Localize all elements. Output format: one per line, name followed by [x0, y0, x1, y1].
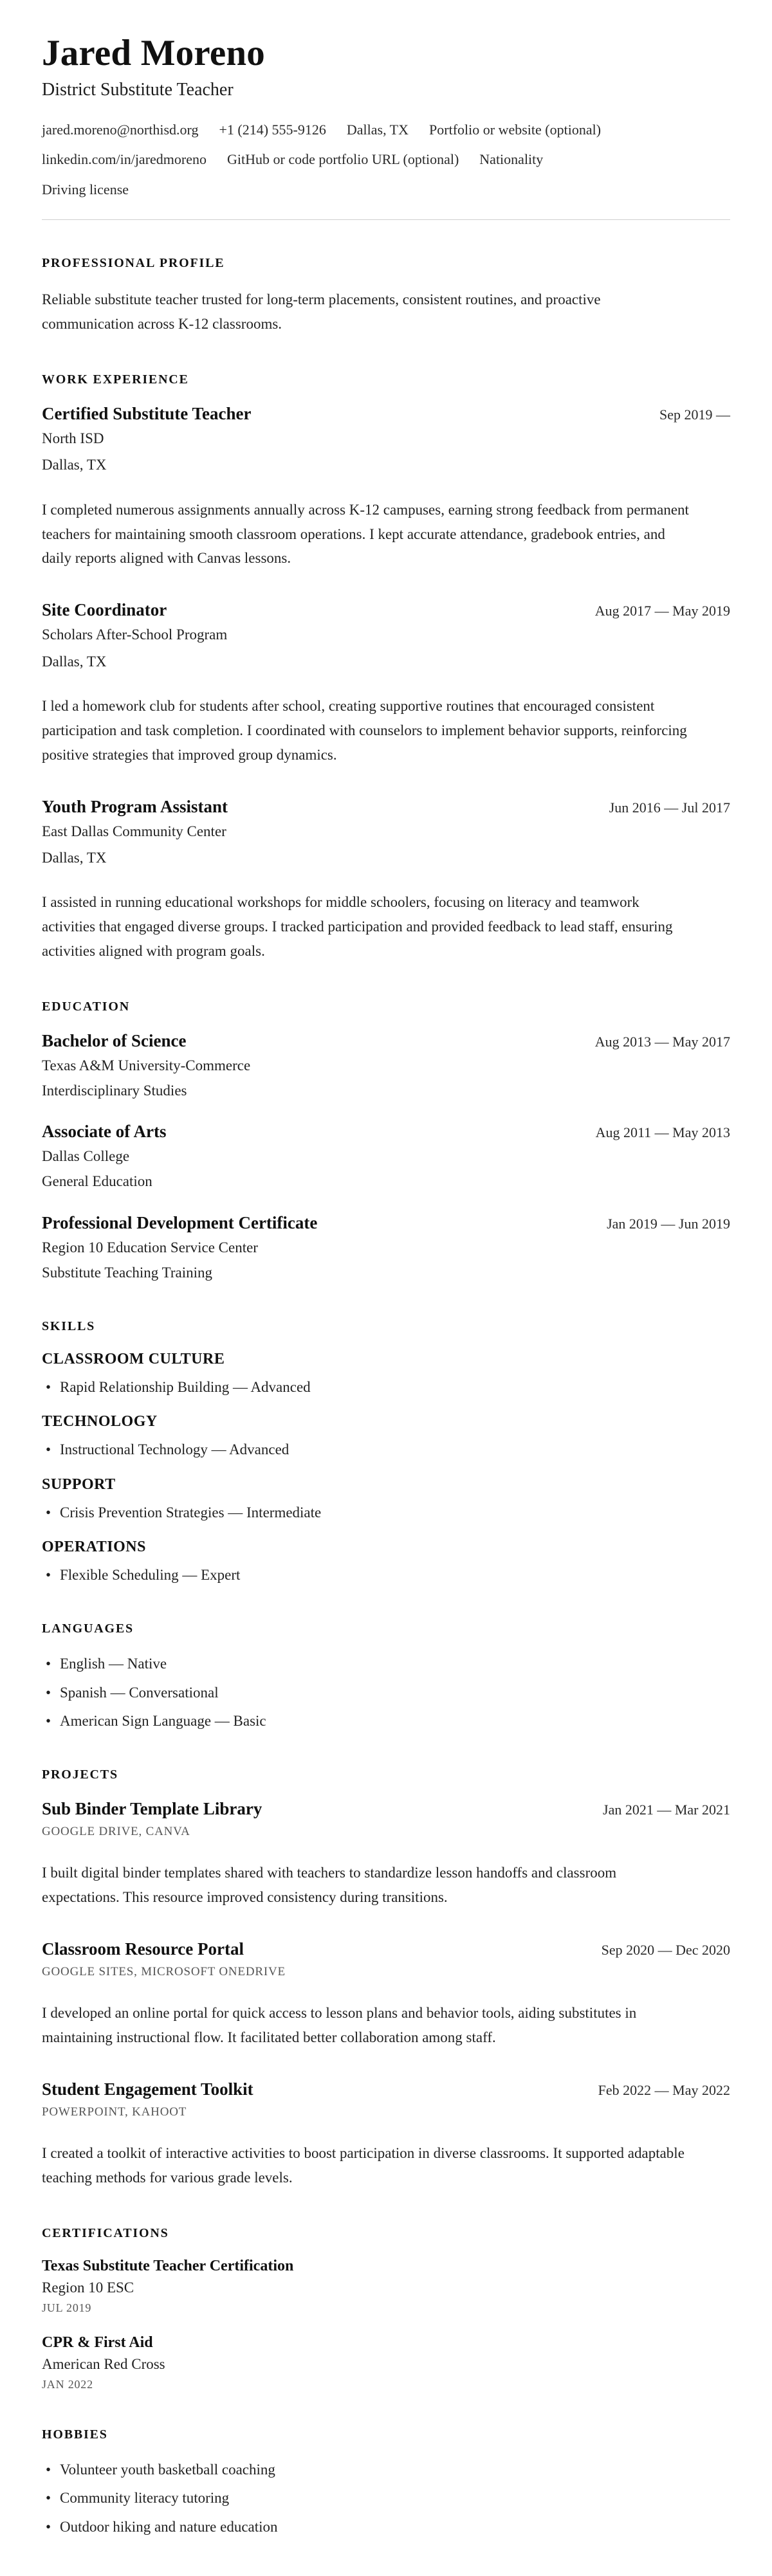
skill-item: • Flexible Scheduling — Expert — [42, 1564, 730, 1585]
skill-item: • Rapid Relationship Building — Advanced — [42, 1376, 730, 1398]
education-school: Texas A&M University-Commerce — [42, 1057, 251, 1073]
education-entry — [42, 1213, 730, 1283]
contact-email: jared.moreno@northisd.org — [42, 121, 199, 138]
section-heading-projects: PROJECTS — [42, 1768, 118, 1782]
project-description: I created a toolkit of interactive activities to boost participation in diverse classrooms. It supported adaptable teaching methods for various grade levels. — [42, 2145, 685, 2186]
project-title: Classroom Resource Portal — [42, 1939, 244, 1959]
section-work-experience — [42, 372, 730, 964]
work-entry — [42, 600, 730, 767]
contact-phone: +1 (214) 555-9126 — [219, 121, 326, 138]
project-date: Jan 2021 — Mar 2021 — [603, 1802, 730, 1818]
section-heading-languages: LANGUAGES — [42, 1621, 134, 1636]
project-tools: GOOGLE DRIVE, CANVA — [42, 1825, 190, 1839]
contact-nationality: Nationality — [479, 151, 544, 168]
education-date: Aug 2011 — May 2013 — [595, 1124, 730, 1141]
section-heading-skills: SKILLS — [42, 1319, 96, 1333]
project-entry — [42, 1799, 730, 1910]
work-entry-location: Dallas, TX — [42, 849, 107, 866]
project-title: Student Engagement Toolkit — [42, 2079, 253, 2099]
education-school: Region 10 Education Service Center — [42, 1239, 258, 1256]
project-entry-head — [42, 1939, 730, 1959]
project-date: Feb 2022 — May 2022 — [598, 2082, 730, 2099]
education-date: Aug 2013 — May 2017 — [594, 1033, 730, 1050]
resume-header — [42, 32, 730, 199]
skill-group — [42, 1351, 730, 1398]
work-entry — [42, 404, 730, 571]
language-list — [42, 1653, 730, 1731]
work-entry-company: North ISD — [42, 430, 104, 447]
contact-linkedin: linkedin.com/in/jaredmoreno — [42, 151, 207, 168]
certification-entry — [42, 2258, 730, 2315]
work-entry-date: Sep 2019 — — [659, 406, 730, 423]
contact-driving-license: Driving license — [42, 181, 129, 197]
project-entry — [42, 2079, 730, 2190]
work-entry-location: Dallas, TX — [42, 653, 107, 670]
skill-category: TECHNOLOGY — [42, 1413, 158, 1430]
section-education — [42, 1000, 730, 1283]
work-entry-head — [42, 404, 730, 424]
certification-date: JUL 2019 — [42, 2301, 92, 2314]
contact-info — [42, 121, 730, 199]
work-entry-description: I completed numerous assignments annually across K-12 campuses, earning strong feedback from permanent teachers for maintaining smooth classroom operations. I kept accurate attendance, gradebook entries, and daily reports aligned with Canvas lessons. — [42, 501, 689, 567]
section-languages — [42, 1621, 730, 1731]
education-entry-head — [42, 1122, 730, 1142]
language-item: • Spanish — Conversational — [42, 1682, 730, 1703]
profile-summary-text: Reliable substitute teacher trusted for long-term placements, consistent routines, and proactive communication across K-12 classrooms. — [42, 291, 601, 333]
work-entry-head — [42, 600, 730, 620]
certification-issuer: American Red Cross — [42, 2355, 165, 2372]
skill-list — [42, 1564, 730, 1585]
certification-name: Texas Substitute Teacher Certification — [42, 2257, 294, 2274]
section-skills — [42, 1319, 730, 1585]
contact-row — [42, 181, 730, 199]
section-certifications — [42, 2226, 730, 2391]
education-field: Substitute Teaching Training — [42, 1264, 213, 1281]
work-entry-description: I led a homework club for students after school, creating supportive routines that encouraged consistent participation and task completion. I coordinated with counselors to implement behavior supports, reinforcing positive strategies that improved group dynamics. — [42, 697, 687, 763]
work-entry — [42, 797, 730, 964]
education-entry — [42, 1122, 730, 1192]
project-date: Sep 2020 — Dec 2020 — [601, 1942, 730, 1959]
work-entry-date: Jun 2016 — Jul 2017 — [609, 799, 730, 816]
contact-row — [42, 151, 730, 169]
project-tools: GOOGLE SITES, MICROSOFT ONEDRIVE — [42, 1965, 286, 1979]
education-date: Jan 2019 — Jun 2019 — [607, 1215, 730, 1232]
language-item: • American Sign Language — Basic — [42, 1710, 730, 1731]
skill-item: • Crisis Prevention Strategies — Intermediate — [42, 1502, 730, 1523]
education-field: General Education — [42, 1173, 152, 1190]
skill-item: • Instructional Technology — Advanced — [42, 1439, 730, 1460]
work-entry-title: Youth Program Assistant — [42, 796, 228, 816]
work-entry-date: Aug 2017 — May 2019 — [594, 603, 730, 619]
certification-entry — [42, 2334, 730, 2391]
certification-name: CPR & First Aid — [42, 2334, 153, 2351]
contact-portfolio: Portfolio or website (optional) — [429, 121, 602, 138]
section-heading-professional-profile: PROFESSIONAL PROFILE — [42, 256, 225, 271]
project-entry — [42, 1939, 730, 2050]
work-entry-title: Site Coordinator — [42, 600, 167, 620]
education-school: Dallas College — [42, 1148, 130, 1165]
work-entry-title: Certified Substitute Teacher — [42, 404, 252, 424]
skill-list — [42, 1376, 730, 1398]
person-name: Jared Moreno — [42, 33, 265, 73]
education-degree: Associate of Arts — [42, 1122, 167, 1142]
work-entry-company: East Dallas Community Center — [42, 823, 226, 839]
project-entry-head — [42, 1799, 730, 1819]
project-description: I built digital binder templates shared with teachers to standardize lesson handoffs and classroom expectations. This resource improved consistency during transitions. — [42, 1865, 617, 1906]
skill-list — [42, 1439, 730, 1460]
work-entry-head — [42, 797, 730, 817]
section-heading-certifications: CERTIFICATIONS — [42, 2225, 169, 2240]
education-entry — [42, 1031, 730, 1101]
work-entry-company: Scholars After-School Program — [42, 626, 228, 643]
hobby-list — [42, 2459, 730, 2537]
contact-github: GitHub or code portfolio URL (optional) — [227, 151, 459, 168]
contact-row — [42, 121, 730, 140]
education-degree: Bachelor of Science — [42, 1030, 187, 1050]
skill-group — [42, 1413, 730, 1460]
certification-date: JAN 2022 — [42, 2377, 93, 2391]
hobby-item: • Community literacy tutoring — [42, 2487, 730, 2508]
skill-category: CLASSROOM CULTURE — [42, 1350, 225, 1367]
skill-group — [42, 1539, 730, 1585]
person-job-title: District Substitute Teacher — [42, 79, 234, 100]
hobby-item: • Outdoor hiking and nature education — [42, 2516, 730, 2537]
work-entry-location: Dallas, TX — [42, 457, 107, 473]
education-degree: Professional Development Certificate — [42, 1212, 318, 1232]
section-hobbies — [42, 2427, 730, 2537]
skill-category: OPERATIONS — [42, 1538, 146, 1555]
hobby-item: • Volunteer youth basketball coaching — [42, 2459, 730, 2480]
section-professional-profile — [42, 256, 730, 336]
project-entry-head — [42, 2079, 730, 2099]
header-divider — [42, 219, 730, 220]
contact-location: Dallas, TX — [346, 121, 409, 138]
section-projects — [42, 1768, 730, 2190]
education-entry-head — [42, 1031, 730, 1051]
project-description: I developed an online portal for quick access to lesson plans and behavior tools, aiding substitutes in maintaining instructional flow. It facilitated better collaboration among staff. — [42, 2005, 637, 2046]
section-heading-work-experience: WORK EXPERIENCE — [42, 372, 189, 387]
education-field: Interdisciplinary Studies — [42, 1082, 187, 1099]
skill-list — [42, 1502, 730, 1523]
skill-category: SUPPORT — [42, 1475, 116, 1493]
language-item: • English — Native — [42, 1653, 730, 1674]
certification-issuer: Region 10 ESC — [42, 2279, 134, 2296]
project-tools: POWERPOINT, KAHOOT — [42, 2105, 187, 2119]
education-entry-head — [42, 1213, 730, 1233]
project-title: Sub Binder Template Library — [42, 1799, 262, 1819]
work-entry-description: I assisted in running educational workshops for middle schoolers, focusing on literacy and teamwork activities that engaged diverse groups. I tracked participation and provided feedback to lead staff, ensuring activities aligned with program goals. — [42, 893, 673, 959]
section-heading-education: EDUCATION — [42, 999, 130, 1014]
skill-group — [42, 1476, 730, 1523]
section-heading-hobbies: HOBBIES — [42, 2427, 108, 2442]
